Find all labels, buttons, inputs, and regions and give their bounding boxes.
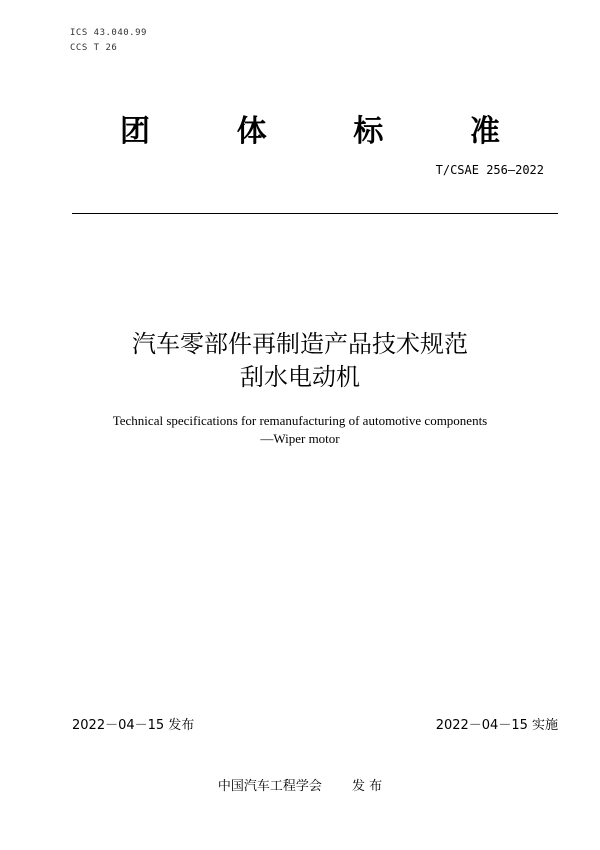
publish-date: 2022－04－15 发布: [72, 718, 195, 733]
chinese-title-line-2: 刮水电动机: [240, 363, 360, 391]
publisher-line: [0, 775, 600, 794]
chinese-title-line-1: 汽车零部件再制造产品技术规范: [132, 330, 468, 358]
implementation-date: 2022－04－15 实施: [435, 718, 558, 733]
header-divider: [72, 213, 558, 214]
document-type-char: 标: [353, 114, 384, 149]
ccs-code: CCS T 26: [70, 43, 118, 53]
standard-number: T/CSAE 256—2022: [435, 163, 544, 177]
document-type-char: 准: [469, 114, 500, 149]
publisher-action: 发 布: [351, 779, 383, 794]
english-title-line-2: —Wiper motor: [260, 431, 340, 446]
english-title-line-1: Technical specifications for remanufacturing of automotive components: [112, 413, 488, 428]
publisher-name: 中国汽车工程学会: [217, 779, 322, 794]
ics-code: ICS 43.040.99: [70, 28, 147, 38]
document-type-char: 体: [236, 114, 267, 149]
document-type-title: [120, 110, 500, 154]
document-type-char: 团: [120, 114, 150, 149]
